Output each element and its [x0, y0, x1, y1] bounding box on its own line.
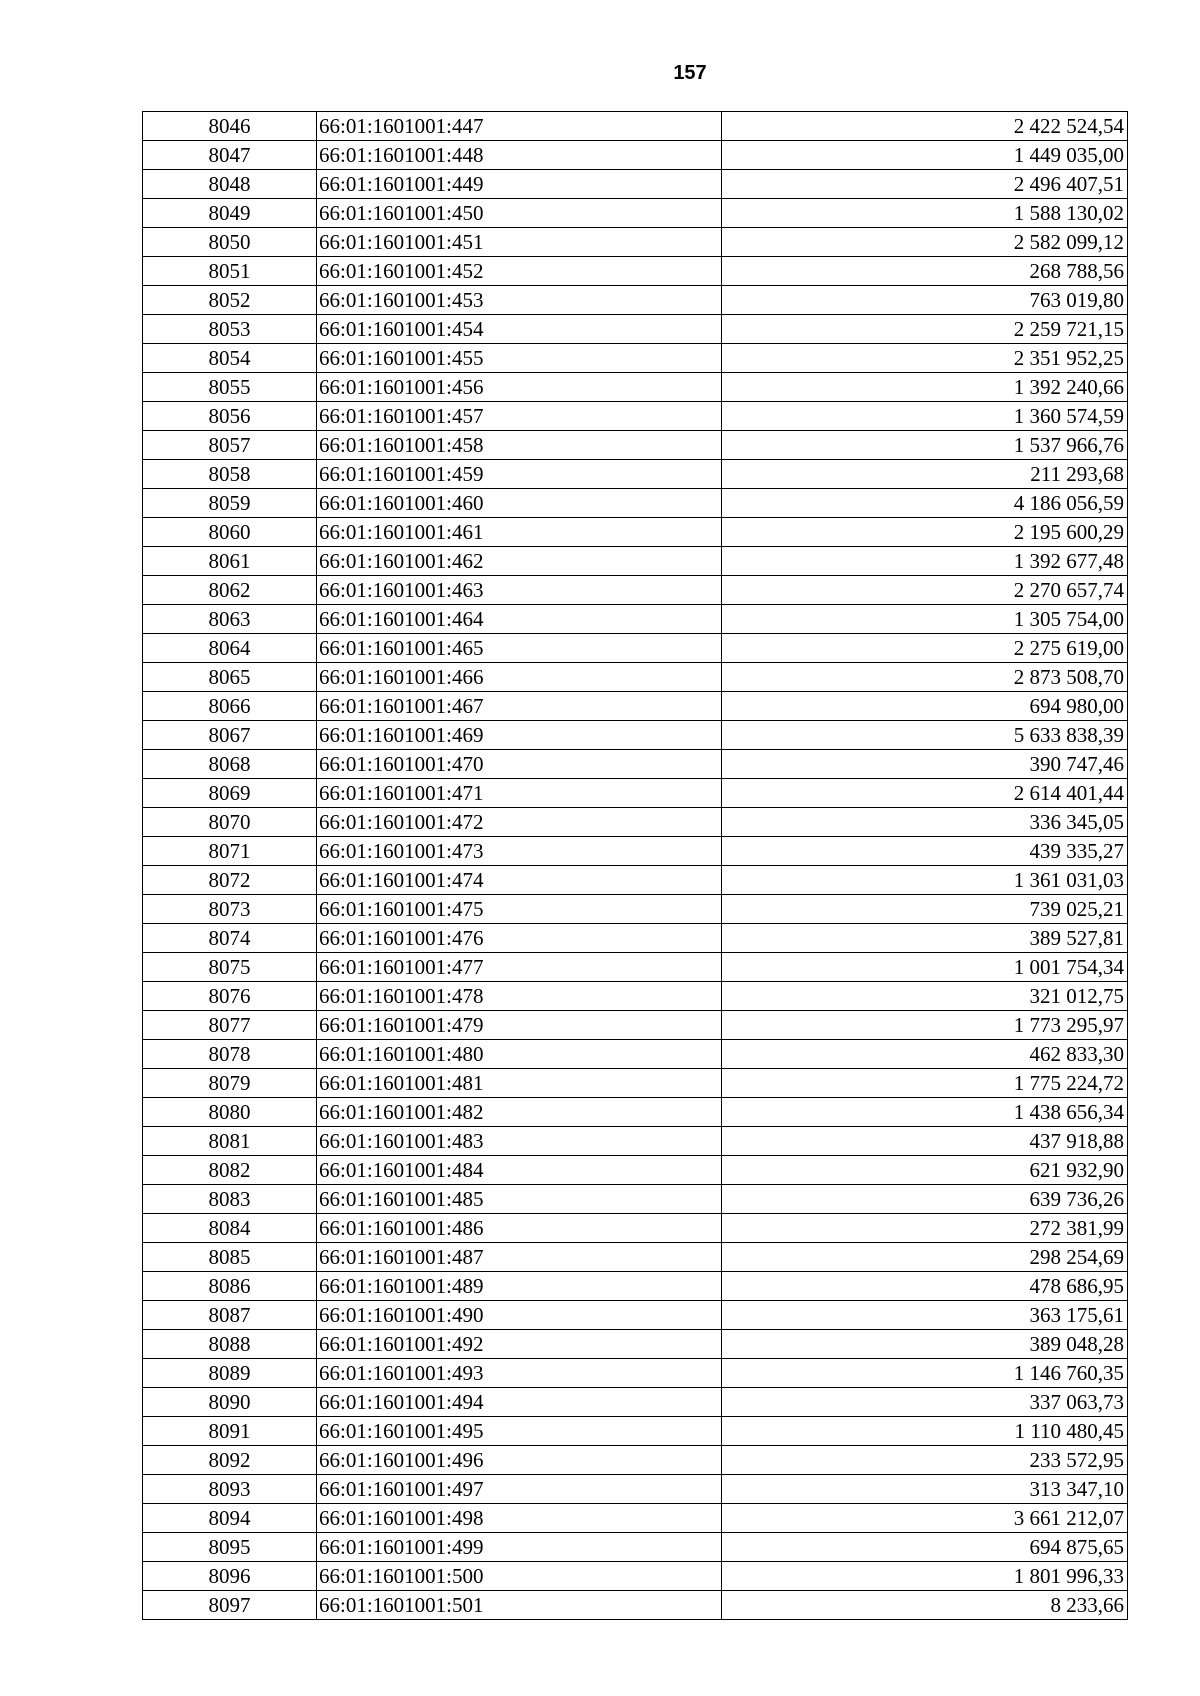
table-row [143, 518, 1128, 547]
row-number-cell: 8092 [143, 1446, 317, 1475]
row-number-cell: 8096 [143, 1562, 317, 1591]
table-row [143, 1504, 1128, 1533]
row-number-cell: 8075 [143, 953, 317, 982]
table-row [143, 344, 1128, 373]
row-number-cell: 8067 [143, 721, 317, 750]
cadastral-value-cell: 1 146 760,35 [722, 1359, 1128, 1388]
row-number-cell: 8093 [143, 1475, 317, 1504]
cadastral-value-cell: 1 305 754,00 [722, 605, 1128, 634]
table-row [143, 895, 1128, 924]
cadastral-value-cell: 1 588 130,02 [722, 199, 1128, 228]
cadastral-number-cell: 66:01:1601001:466 [317, 663, 722, 692]
cadastral-number-cell: 66:01:1601001:490 [317, 1301, 722, 1330]
cadastral-value-cell: 363 175,61 [722, 1301, 1128, 1330]
cadastral-number-cell: 66:01:1601001:478 [317, 982, 722, 1011]
cadastral-number-cell: 66:01:1601001:451 [317, 228, 722, 257]
cadastral-value-cell: 313 347,10 [722, 1475, 1128, 1504]
row-number-cell: 8088 [143, 1330, 317, 1359]
row-number-cell: 8053 [143, 315, 317, 344]
cadastral-number-cell: 66:01:1601001:463 [317, 576, 722, 605]
table-row [143, 866, 1128, 895]
table-row [143, 1417, 1128, 1446]
cadastral-number-cell: 66:01:1601001:476 [317, 924, 722, 953]
row-number-cell: 8081 [143, 1127, 317, 1156]
row-number-cell: 8049 [143, 199, 317, 228]
cadastral-number-cell: 66:01:1601001:497 [317, 1475, 722, 1504]
table-row [143, 228, 1128, 257]
cadastral-value-cell: 1 537 966,76 [722, 431, 1128, 460]
table-row [143, 1011, 1128, 1040]
table-body [143, 112, 1128, 1620]
table-row [143, 1591, 1128, 1620]
row-number-cell: 8055 [143, 373, 317, 402]
table-row [143, 1185, 1128, 1214]
cadastral-value-cell: 8 233,66 [722, 1591, 1128, 1620]
cadastral-value-cell: 621 932,90 [722, 1156, 1128, 1185]
cadastral-number-cell: 66:01:1601001:489 [317, 1272, 722, 1301]
cadastral-value-cell: 389 048,28 [722, 1330, 1128, 1359]
row-number-cell: 8048 [143, 170, 317, 199]
cadastral-number-cell: 66:01:1601001:483 [317, 1127, 722, 1156]
table-row [143, 315, 1128, 344]
cadastral-value-cell: 1 360 574,59 [722, 402, 1128, 431]
table-row [143, 808, 1128, 837]
table-row [143, 634, 1128, 663]
cadastral-value-cell: 1 392 240,66 [722, 373, 1128, 402]
row-number-cell: 8051 [143, 257, 317, 286]
cadastral-value-cell: 233 572,95 [722, 1446, 1128, 1475]
table-row [143, 1214, 1128, 1243]
cadastral-number-cell: 66:01:1601001:482 [317, 1098, 722, 1127]
row-number-cell: 8060 [143, 518, 317, 547]
table-row [143, 1475, 1128, 1504]
row-number-cell: 8071 [143, 837, 317, 866]
table-row [143, 1156, 1128, 1185]
cadastral-value-cell: 439 335,27 [722, 837, 1128, 866]
table-row [143, 1388, 1128, 1417]
row-number-cell: 8076 [143, 982, 317, 1011]
cadastral-value-cell: 1 392 677,48 [722, 547, 1128, 576]
cadastral-value-cell: 2 582 099,12 [722, 228, 1128, 257]
table-row [143, 1446, 1128, 1475]
table-row [143, 1040, 1128, 1069]
cadastral-number-cell: 66:01:1601001:464 [317, 605, 722, 634]
table-row [143, 373, 1128, 402]
cadastral-number-cell: 66:01:1601001:495 [317, 1417, 722, 1446]
cadastral-number-cell: 66:01:1601001:496 [317, 1446, 722, 1475]
cadastral-number-cell: 66:01:1601001:499 [317, 1533, 722, 1562]
row-number-cell: 8063 [143, 605, 317, 634]
row-number-cell: 8057 [143, 431, 317, 460]
cadastral-value-cell: 1 001 754,34 [722, 953, 1128, 982]
table-row [143, 982, 1128, 1011]
row-number-cell: 8058 [143, 460, 317, 489]
page-number: 157 [673, 62, 707, 84]
cadastral-value-cell: 2 275 619,00 [722, 634, 1128, 663]
row-number-cell: 8059 [143, 489, 317, 518]
cadastral-number-cell: 66:01:1601001:498 [317, 1504, 722, 1533]
cadastral-value-cell: 5 633 838,39 [722, 721, 1128, 750]
cadastral-number-cell: 66:01:1601001:448 [317, 141, 722, 170]
table-row [143, 605, 1128, 634]
cadastral-value-cell: 211 293,68 [722, 460, 1128, 489]
cadastral-number-cell: 66:01:1601001:492 [317, 1330, 722, 1359]
table-row [143, 692, 1128, 721]
cadastral-number-cell: 66:01:1601001:485 [317, 1185, 722, 1214]
cadastral-number-cell: 66:01:1601001:471 [317, 779, 722, 808]
cadastral-value-cell: 2 496 407,51 [722, 170, 1128, 199]
table-row [143, 1330, 1128, 1359]
row-number-cell: 8085 [143, 1243, 317, 1272]
row-number-cell: 8094 [143, 1504, 317, 1533]
cadastral-value-cell: 694 980,00 [722, 692, 1128, 721]
cadastral-table-wrapper [142, 111, 1128, 1620]
cadastral-number-cell: 66:01:1601001:481 [317, 1069, 722, 1098]
cadastral-number-cell: 66:01:1601001:480 [317, 1040, 722, 1069]
row-number-cell: 8087 [143, 1301, 317, 1330]
table-row [143, 1359, 1128, 1388]
row-number-cell: 8072 [143, 866, 317, 895]
cadastral-value-cell: 336 345,05 [722, 808, 1128, 837]
cadastral-value-cell: 298 254,69 [722, 1243, 1128, 1272]
row-number-cell: 8080 [143, 1098, 317, 1127]
row-number-cell: 8078 [143, 1040, 317, 1069]
table-row [143, 431, 1128, 460]
table-row [143, 663, 1128, 692]
row-number-cell: 8061 [143, 547, 317, 576]
row-number-cell: 8086 [143, 1272, 317, 1301]
row-number-cell: 8066 [143, 692, 317, 721]
table-row [143, 460, 1128, 489]
row-number-cell: 8097 [143, 1591, 317, 1620]
table-row [143, 199, 1128, 228]
row-number-cell: 8073 [143, 895, 317, 924]
cadastral-value-cell: 462 833,30 [722, 1040, 1128, 1069]
cadastral-value-cell: 1 773 295,97 [722, 1011, 1128, 1040]
row-number-cell: 8047 [143, 141, 317, 170]
table-row [143, 837, 1128, 866]
cadastral-number-cell: 66:01:1601001:462 [317, 547, 722, 576]
cadastral-value-cell: 4 186 056,59 [722, 489, 1128, 518]
table-row [143, 257, 1128, 286]
row-number-cell: 8065 [143, 663, 317, 692]
row-number-cell: 8052 [143, 286, 317, 315]
row-number-cell: 8056 [143, 402, 317, 431]
table-row [143, 547, 1128, 576]
row-number-cell: 8082 [143, 1156, 317, 1185]
cadastral-value-cell: 1 801 996,33 [722, 1562, 1128, 1591]
table-row [143, 170, 1128, 199]
cadastral-number-cell: 66:01:1601001:493 [317, 1359, 722, 1388]
cadastral-number-cell: 66:01:1601001:459 [317, 460, 722, 489]
row-number-cell: 8046 [143, 112, 317, 141]
cadastral-value-cell: 2 195 600,29 [722, 518, 1128, 547]
cadastral-number-cell: 66:01:1601001:455 [317, 344, 722, 373]
cadastral-value-cell: 2 270 657,74 [722, 576, 1128, 605]
cadastral-value-cell: 478 686,95 [722, 1272, 1128, 1301]
table-row [143, 779, 1128, 808]
cadastral-number-cell: 66:01:1601001:453 [317, 286, 722, 315]
cadastral-number-cell: 66:01:1601001:470 [317, 750, 722, 779]
table-row [143, 1301, 1128, 1330]
row-number-cell: 8089 [143, 1359, 317, 1388]
table-row [143, 1098, 1128, 1127]
table-row [143, 1243, 1128, 1272]
cadastral-value-cell: 1 361 031,03 [722, 866, 1128, 895]
cadastral-number-cell: 66:01:1601001:484 [317, 1156, 722, 1185]
row-number-cell: 8054 [143, 344, 317, 373]
table-row [143, 924, 1128, 953]
table-row [143, 1272, 1128, 1301]
table-row [143, 286, 1128, 315]
cadastral-number-cell: 66:01:1601001:474 [317, 866, 722, 895]
row-number-cell: 8083 [143, 1185, 317, 1214]
cadastral-number-cell: 66:01:1601001:460 [317, 489, 722, 518]
cadastral-value-cell: 1 449 035,00 [722, 141, 1128, 170]
row-number-cell: 8079 [143, 1069, 317, 1098]
cadastral-value-cell: 2 351 952,25 [722, 344, 1128, 373]
row-number-cell: 8069 [143, 779, 317, 808]
cadastral-number-cell: 66:01:1601001:500 [317, 1562, 722, 1591]
table-row [143, 953, 1128, 982]
row-number-cell: 8070 [143, 808, 317, 837]
row-number-cell: 8074 [143, 924, 317, 953]
cadastral-number-cell: 66:01:1601001:469 [317, 721, 722, 750]
cadastral-number-cell: 66:01:1601001:473 [317, 837, 722, 866]
row-number-cell: 8068 [143, 750, 317, 779]
table-row [143, 1069, 1128, 1098]
table-row [143, 576, 1128, 605]
cadastral-number-cell: 66:01:1601001:456 [317, 373, 722, 402]
cadastral-number-cell: 66:01:1601001:486 [317, 1214, 722, 1243]
cadastral-number-cell: 66:01:1601001:487 [317, 1243, 722, 1272]
row-number-cell: 8090 [143, 1388, 317, 1417]
cadastral-number-cell: 66:01:1601001:501 [317, 1591, 722, 1620]
cadastral-number-cell: 66:01:1601001:452 [317, 257, 722, 286]
cadastral-value-table [142, 111, 1128, 1620]
cadastral-value-cell: 2 873 508,70 [722, 663, 1128, 692]
row-number-cell: 8062 [143, 576, 317, 605]
cadastral-number-cell: 66:01:1601001:461 [317, 518, 722, 547]
table-row [143, 1127, 1128, 1156]
cadastral-value-cell: 3 661 212,07 [722, 1504, 1128, 1533]
cadastral-value-cell: 1 110 480,45 [722, 1417, 1128, 1446]
table-row [143, 402, 1128, 431]
cadastral-value-cell: 321 012,75 [722, 982, 1128, 1011]
cadastral-number-cell: 66:01:1601001:475 [317, 895, 722, 924]
table-row [143, 1533, 1128, 1562]
cadastral-value-cell: 2 259 721,15 [722, 315, 1128, 344]
table-row [143, 1562, 1128, 1591]
row-number-cell: 8084 [143, 1214, 317, 1243]
table-row [143, 141, 1128, 170]
table-row [143, 112, 1128, 141]
cadastral-number-cell: 66:01:1601001:472 [317, 808, 722, 837]
cadastral-number-cell: 66:01:1601001:494 [317, 1388, 722, 1417]
cadastral-number-cell: 66:01:1601001:457 [317, 402, 722, 431]
cadastral-value-cell: 639 736,26 [722, 1185, 1128, 1214]
cadastral-value-cell: 1 775 224,72 [722, 1069, 1128, 1098]
cadastral-value-cell: 694 875,65 [722, 1533, 1128, 1562]
cadastral-value-cell: 763 019,80 [722, 286, 1128, 315]
cadastral-number-cell: 66:01:1601001:479 [317, 1011, 722, 1040]
row-number-cell: 8091 [143, 1417, 317, 1446]
table-row [143, 489, 1128, 518]
cadastral-number-cell: 66:01:1601001:447 [317, 112, 722, 141]
row-number-cell: 8050 [143, 228, 317, 257]
cadastral-value-cell: 437 918,88 [722, 1127, 1128, 1156]
cadastral-value-cell: 272 381,99 [722, 1214, 1128, 1243]
cadastral-value-cell: 337 063,73 [722, 1388, 1128, 1417]
row-number-cell: 8095 [143, 1533, 317, 1562]
cadastral-number-cell: 66:01:1601001:465 [317, 634, 722, 663]
table-row [143, 750, 1128, 779]
cadastral-number-cell: 66:01:1601001:449 [317, 170, 722, 199]
table-row [143, 721, 1128, 750]
row-number-cell: 8077 [143, 1011, 317, 1040]
cadastral-value-cell: 1 438 656,34 [722, 1098, 1128, 1127]
cadastral-number-cell: 66:01:1601001:458 [317, 431, 722, 460]
cadastral-number-cell: 66:01:1601001:477 [317, 953, 722, 982]
cadastral-number-cell: 66:01:1601001:467 [317, 692, 722, 721]
cadastral-number-cell: 66:01:1601001:450 [317, 199, 722, 228]
cadastral-value-cell: 389 527,81 [722, 924, 1128, 953]
cadastral-value-cell: 2 614 401,44 [722, 779, 1128, 808]
cadastral-value-cell: 268 788,56 [722, 257, 1128, 286]
cadastral-value-cell: 739 025,21 [722, 895, 1128, 924]
row-number-cell: 8064 [143, 634, 317, 663]
cadastral-value-cell: 2 422 524,54 [722, 112, 1128, 141]
cadastral-value-cell: 390 747,46 [722, 750, 1128, 779]
cadastral-number-cell: 66:01:1601001:454 [317, 315, 722, 344]
